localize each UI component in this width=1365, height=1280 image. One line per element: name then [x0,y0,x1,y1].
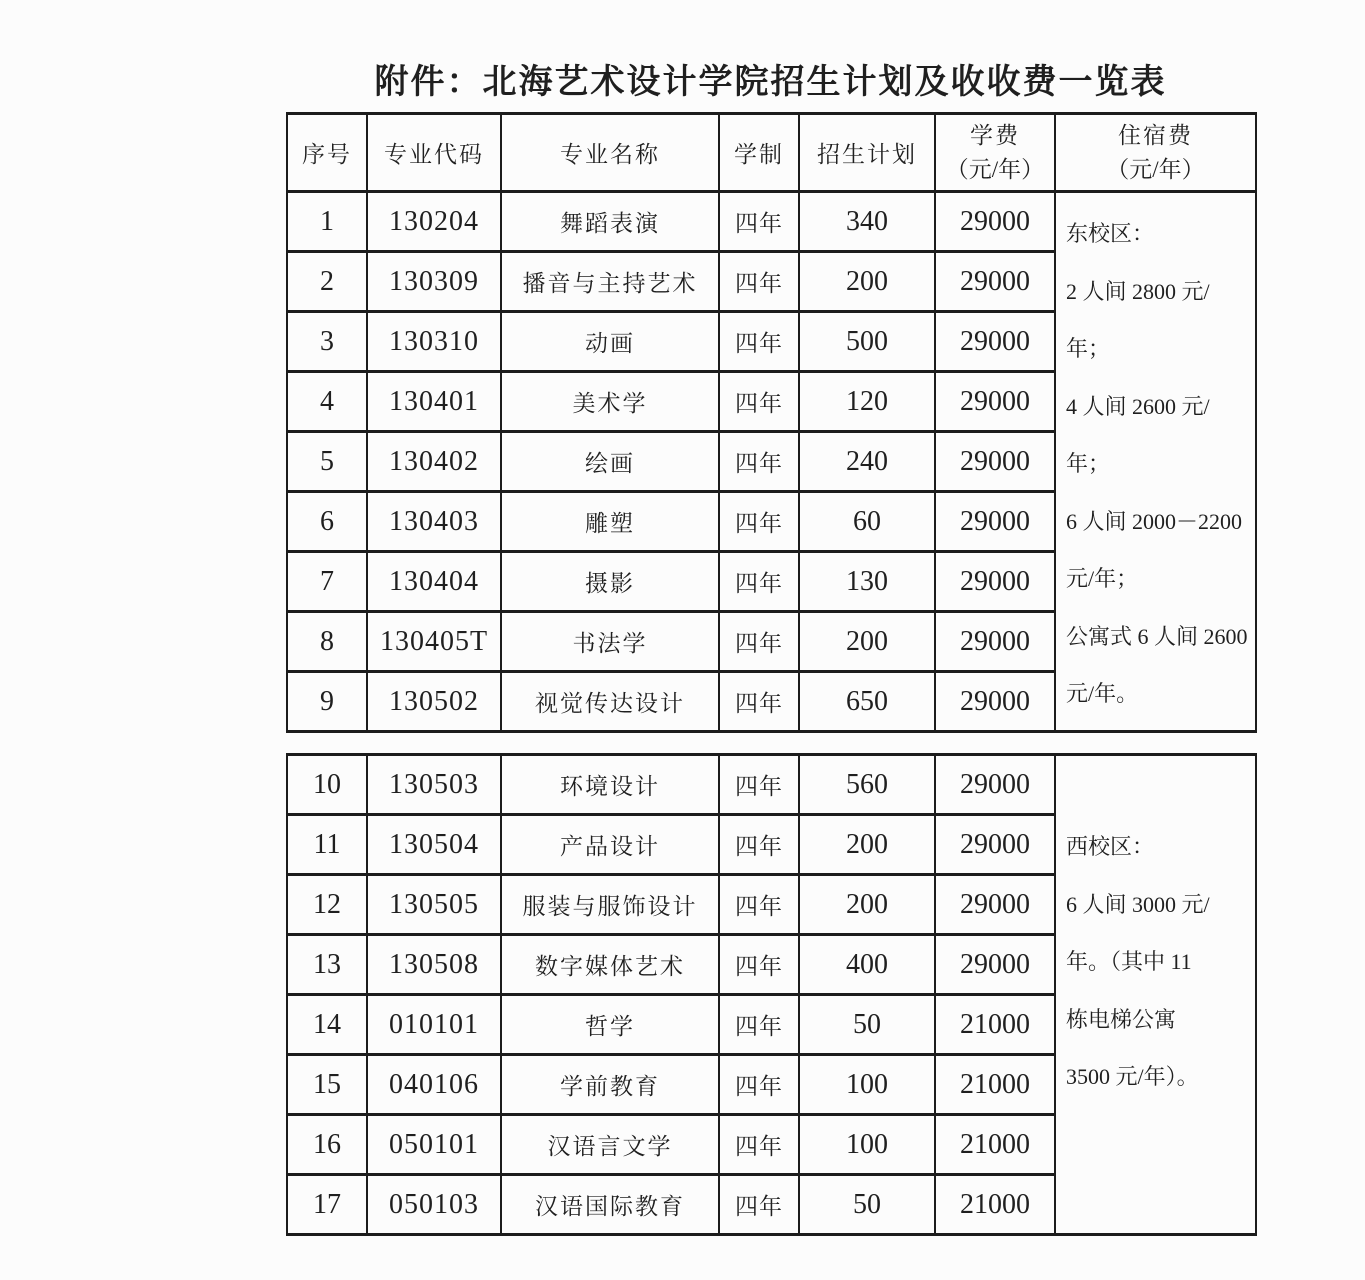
cell-plan: 650 [799,672,935,732]
cell-tuition: 29000 [935,192,1055,252]
cell-no: 7 [287,552,367,612]
cell-code: 130505 [367,875,501,935]
housing-line: 4 人间 2600 元/ [1066,393,1210,419]
housing-line: 元/年； [1066,566,1139,591]
housing-line: 年； [1066,336,1111,361]
cell-no: 3 [287,312,367,372]
cell-years: 四年 [719,552,799,612]
cell-tuition: 29000 [935,432,1055,492]
col-header-no: 序号 [287,114,367,192]
col-header-name: 专业名称 [501,114,719,192]
cell-name: 环境设计 [501,755,719,815]
cell-tuition: 29000 [935,252,1055,312]
cell-plan: 50 [799,1175,935,1235]
cell-years: 四年 [719,1055,799,1115]
cell-name: 汉语言文学 [501,1115,719,1175]
cell-tuition: 21000 [935,1115,1055,1175]
cell-name: 绘画 [501,432,719,492]
cell-name: 动画 [501,312,719,372]
cell-code: 130401 [367,372,501,432]
cell-tuition: 21000 [935,995,1055,1055]
cell-tuition: 29000 [935,755,1055,815]
housing-line: 6 人间 3000 元/ [1066,891,1210,917]
cell-plan: 130 [799,552,935,612]
cell-name: 哲学 [501,995,719,1055]
housing-header-line1: 住宿费 [1118,123,1193,149]
cell-years: 四年 [719,995,799,1055]
cell-code: 130204 [367,192,501,252]
cell-plan: 200 [799,612,935,672]
cell-name: 服装与服饰设计 [501,875,719,935]
cell-years: 四年 [719,1115,799,1175]
cell-plan: 200 [799,252,935,312]
cell-plan: 100 [799,1115,935,1175]
cell-years: 四年 [719,612,799,672]
housing-header-line2: （元/年） [1106,156,1205,182]
cell-no: 14 [287,995,367,1055]
cell-years: 四年 [719,875,799,935]
housing-line: 6 人间 2000－2200 [1066,508,1243,534]
cell-no: 2 [287,252,367,312]
cell-no: 16 [287,1115,367,1175]
cell-code: 130310 [367,312,501,372]
cell-tuition: 29000 [935,372,1055,432]
housing-line: 西校区： [1066,834,1155,859]
cell-years: 四年 [719,1175,799,1235]
col-header-years: 学制 [719,114,799,192]
cell-code: 130403 [367,492,501,552]
cell-plan: 120 [799,372,935,432]
cell-years: 四年 [719,815,799,875]
cell-tuition: 21000 [935,1175,1055,1235]
table-row [287,755,1256,815]
cell-name: 学前教育 [501,1055,719,1115]
header-row [287,114,1256,192]
cell-years: 四年 [719,372,799,432]
housing-line: 2 人间 2800 元/ [1066,278,1210,304]
cell-tuition: 29000 [935,815,1055,875]
cell-code: 130503 [367,755,501,815]
tuition-header-line1: 学费 [970,123,1020,149]
housing-note-east-campus [1055,192,1256,732]
cell-name: 书法学 [501,612,719,672]
cell-name: 产品设计 [501,815,719,875]
cell-name: 舞蹈表演 [501,192,719,252]
tuition-header-line2: （元/年） [945,156,1045,182]
cell-code: 050103 [367,1175,501,1235]
cell-years: 四年 [719,492,799,552]
cell-tuition: 29000 [935,935,1055,995]
cell-name: 播音与主持艺术 [501,252,719,312]
housing-line: 公寓式 6 人间 2600 [1066,623,1248,649]
cell-years: 四年 [719,192,799,252]
cell-plan: 560 [799,755,935,815]
enrollment-table-lower [286,753,1257,1236]
cell-years: 四年 [719,935,799,995]
cell-code: 130502 [367,672,501,732]
cell-years: 四年 [719,755,799,815]
housing-line: 年； [1066,451,1111,476]
cell-years: 四年 [719,252,799,312]
housing-line: 元/年。 [1066,681,1139,706]
cell-no: 5 [287,432,367,492]
cell-no: 9 [287,672,367,732]
cell-plan: 100 [799,1055,935,1115]
cell-tuition: 29000 [935,875,1055,935]
cell-code: 130402 [367,432,501,492]
table-row [287,192,1256,252]
cell-years: 四年 [719,672,799,732]
housing-note-west-campus [1055,755,1256,1235]
cell-no: 8 [287,612,367,672]
cell-code: 010101 [367,995,501,1055]
cell-no: 11 [287,815,367,875]
enrollment-table-upper [286,112,1257,733]
cell-name: 视觉传达设计 [501,672,719,732]
cell-no: 15 [287,1055,367,1115]
cell-name: 摄影 [501,552,719,612]
cell-tuition: 21000 [935,1055,1055,1115]
cell-plan: 500 [799,312,935,372]
cell-plan: 50 [799,995,935,1055]
cell-name: 美术学 [501,372,719,432]
cell-plan: 400 [799,935,935,995]
cell-tuition: 29000 [935,612,1055,672]
housing-line: 栋电梯公寓 [1066,1006,1177,1032]
housing-line: 年。（其中 11 [1066,949,1192,974]
cell-tuition: 29000 [935,552,1055,612]
cell-code: 130404 [367,552,501,612]
cell-plan: 240 [799,432,935,492]
cell-tuition: 29000 [935,492,1055,552]
cell-name: 汉语国际教育 [501,1175,719,1235]
cell-no: 13 [287,935,367,995]
cell-no: 6 [287,492,367,552]
cell-plan: 60 [799,492,935,552]
cell-code: 040106 [367,1055,501,1115]
col-header-plan: 招生计划 [799,114,935,192]
cell-no: 17 [287,1175,367,1235]
cell-code: 130508 [367,935,501,995]
cell-code: 130309 [367,252,501,312]
housing-line: 东校区： [1066,221,1155,246]
cell-no: 4 [287,372,367,432]
housing-line: 3500 元/年）。 [1066,1064,1199,1089]
col-header-housing [1055,114,1256,192]
cell-plan: 200 [799,875,935,935]
col-header-code: 专业代码 [367,114,501,192]
cell-code: 050101 [367,1115,501,1175]
col-header-tuition [935,114,1055,192]
cell-no: 1 [287,192,367,252]
cell-no: 10 [287,755,367,815]
cell-plan: 200 [799,815,935,875]
cell-name: 数字媒体艺术 [501,935,719,995]
cell-tuition: 29000 [935,312,1055,372]
cell-name: 雕塑 [501,492,719,552]
cell-no: 12 [287,875,367,935]
cell-code: 130405T [367,612,501,672]
cell-tuition: 29000 [935,672,1055,732]
cell-years: 四年 [719,312,799,372]
cell-code: 130504 [367,815,501,875]
page-title: 附件：北海艺术设计学院招生计划及收收费一览表 [374,64,1167,101]
cell-years: 四年 [719,432,799,492]
cell-plan: 340 [799,192,935,252]
